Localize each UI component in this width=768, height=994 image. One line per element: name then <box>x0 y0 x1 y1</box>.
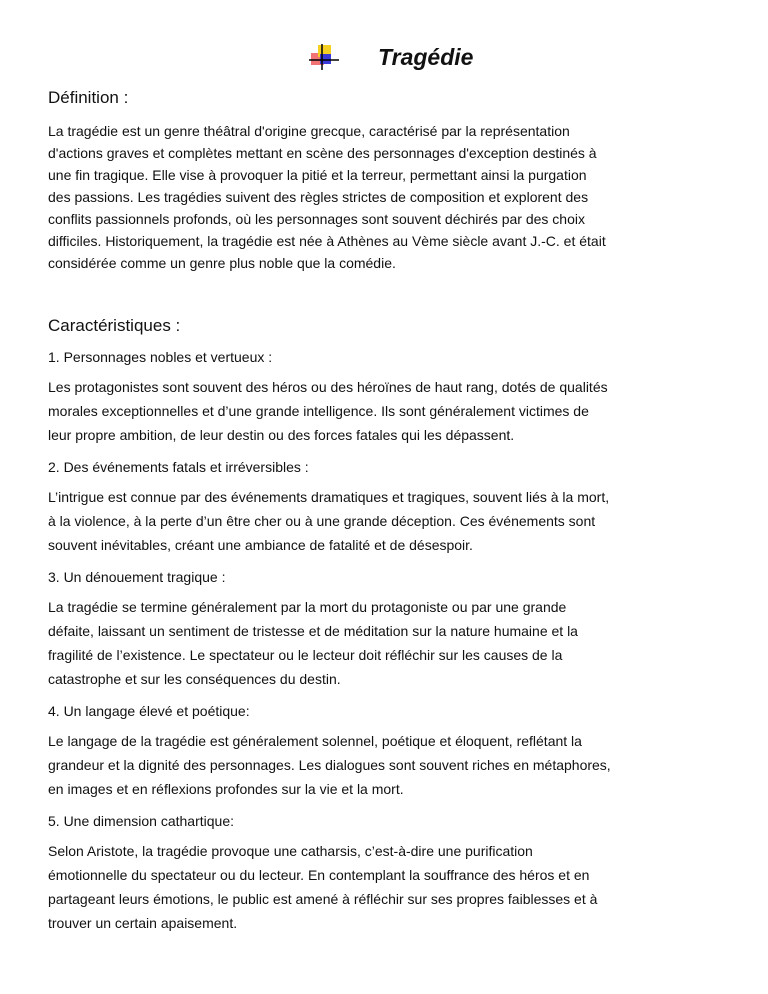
text-line: souvent inévitables, créant une ambiance de fatalité et de désespoir. <box>48 537 473 553</box>
characteristic-label: 4. Un langage élevé et poétique: <box>48 703 250 719</box>
text-line: grandeur et la dignité des personnages. Les dialogues sont souvent riches en métaphores, <box>48 757 611 773</box>
text-line: émotionnelle du spectateur ou du lecteur. En contemplant la souffrance des héros et en <box>48 867 590 883</box>
text-line: Les protagonistes sont souvent des héros ou des héroïnes de haut rang, dotés de qualités <box>48 379 608 395</box>
text-line: L’intrigue est connue par des événements dramatiques et tragiques, souvent liés à la mort, <box>48 489 610 505</box>
characteristic-label: 5. Une dimension cathartique: <box>48 813 234 829</box>
colored-squares-icon <box>309 44 339 70</box>
text-line: trouver un certain apaisement. <box>48 915 238 931</box>
text-line: défaite, laissant un sentiment de tristesse et de méditation sur la nature humaine et la <box>48 623 578 639</box>
definition-heading: Définition : <box>48 88 129 107</box>
characteristic-paragraph <box>48 839 597 935</box>
definition-paragraph <box>48 120 606 274</box>
text-line: morales exceptionnelles et d’une grande intelligence. Ils sont généralement victimes de <box>48 403 589 419</box>
text-line: partageant leurs émotions, le public est amené à réfléchir sur ses propres faiblesses et à <box>48 891 598 907</box>
text-line: une fin tragique. Elle vise à provoquer la pitié et la terreur, permettant ainsi la purgation <box>48 167 587 183</box>
characteristic-label: 3. Un dénouement tragique : <box>48 569 226 585</box>
text-line: à la violence, à la perte d’un être cher ou à une grande déception. Ces événements sont <box>48 513 596 529</box>
text-line: La tragédie est un genre théâtral d'origine grecque, caractérisé par la représentation <box>48 123 570 139</box>
characteristic-label: 1. Personnages nobles et vertueux : <box>48 349 273 365</box>
characteristic-paragraph <box>48 485 609 557</box>
text-line: en images et en réflexions profondes sur la vie et la mort. <box>48 781 404 797</box>
text-line: conflits passionnels profonds, où les personnages sont souvent déchirés par des choix <box>48 211 585 227</box>
text-line: fragilité de l’existence. Le spectateur ou le lecteur doit réfléchir sur les causes de la <box>48 647 563 663</box>
text-line: Selon Aristote, la tragédie provoque une catharsis, c’est-à-dire une purification <box>48 843 533 859</box>
characteristic-paragraph <box>48 595 578 691</box>
characteristic-label: 2. Des événements fatals et irréversibles : <box>48 459 309 475</box>
characteristics-heading: Caractéristiques : <box>48 316 181 335</box>
text-line: des passions. Les tragédies suivent des règles strictes de composition et explorent des <box>48 189 589 205</box>
text-line: difficiles. Historiquement, la tragédie est née à Athènes au Vème siècle avant J.-C. et était <box>48 233 606 249</box>
text-line: d'actions graves et complètes mettant en scène des personnages d'exception destinés à <box>48 145 597 161</box>
text-line: catastrophe et sur les conséquences du destin. <box>48 671 341 687</box>
text-line: Le langage de la tragédie est généralement solennel, poétique et éloquent, reflétant la <box>48 733 582 749</box>
text-line: leur propre ambition, de leur destin ou des forces fatales qui les dépassent. <box>48 427 515 443</box>
text-line: considérée comme un genre plus noble que la comédie. <box>48 255 396 271</box>
characteristic-paragraph <box>48 375 608 447</box>
characteristic-paragraph <box>48 729 611 801</box>
text-line: La tragédie se termine généralement par la mort du protagoniste ou par une grande <box>48 599 567 615</box>
document-title: Tragédie <box>378 44 474 70</box>
